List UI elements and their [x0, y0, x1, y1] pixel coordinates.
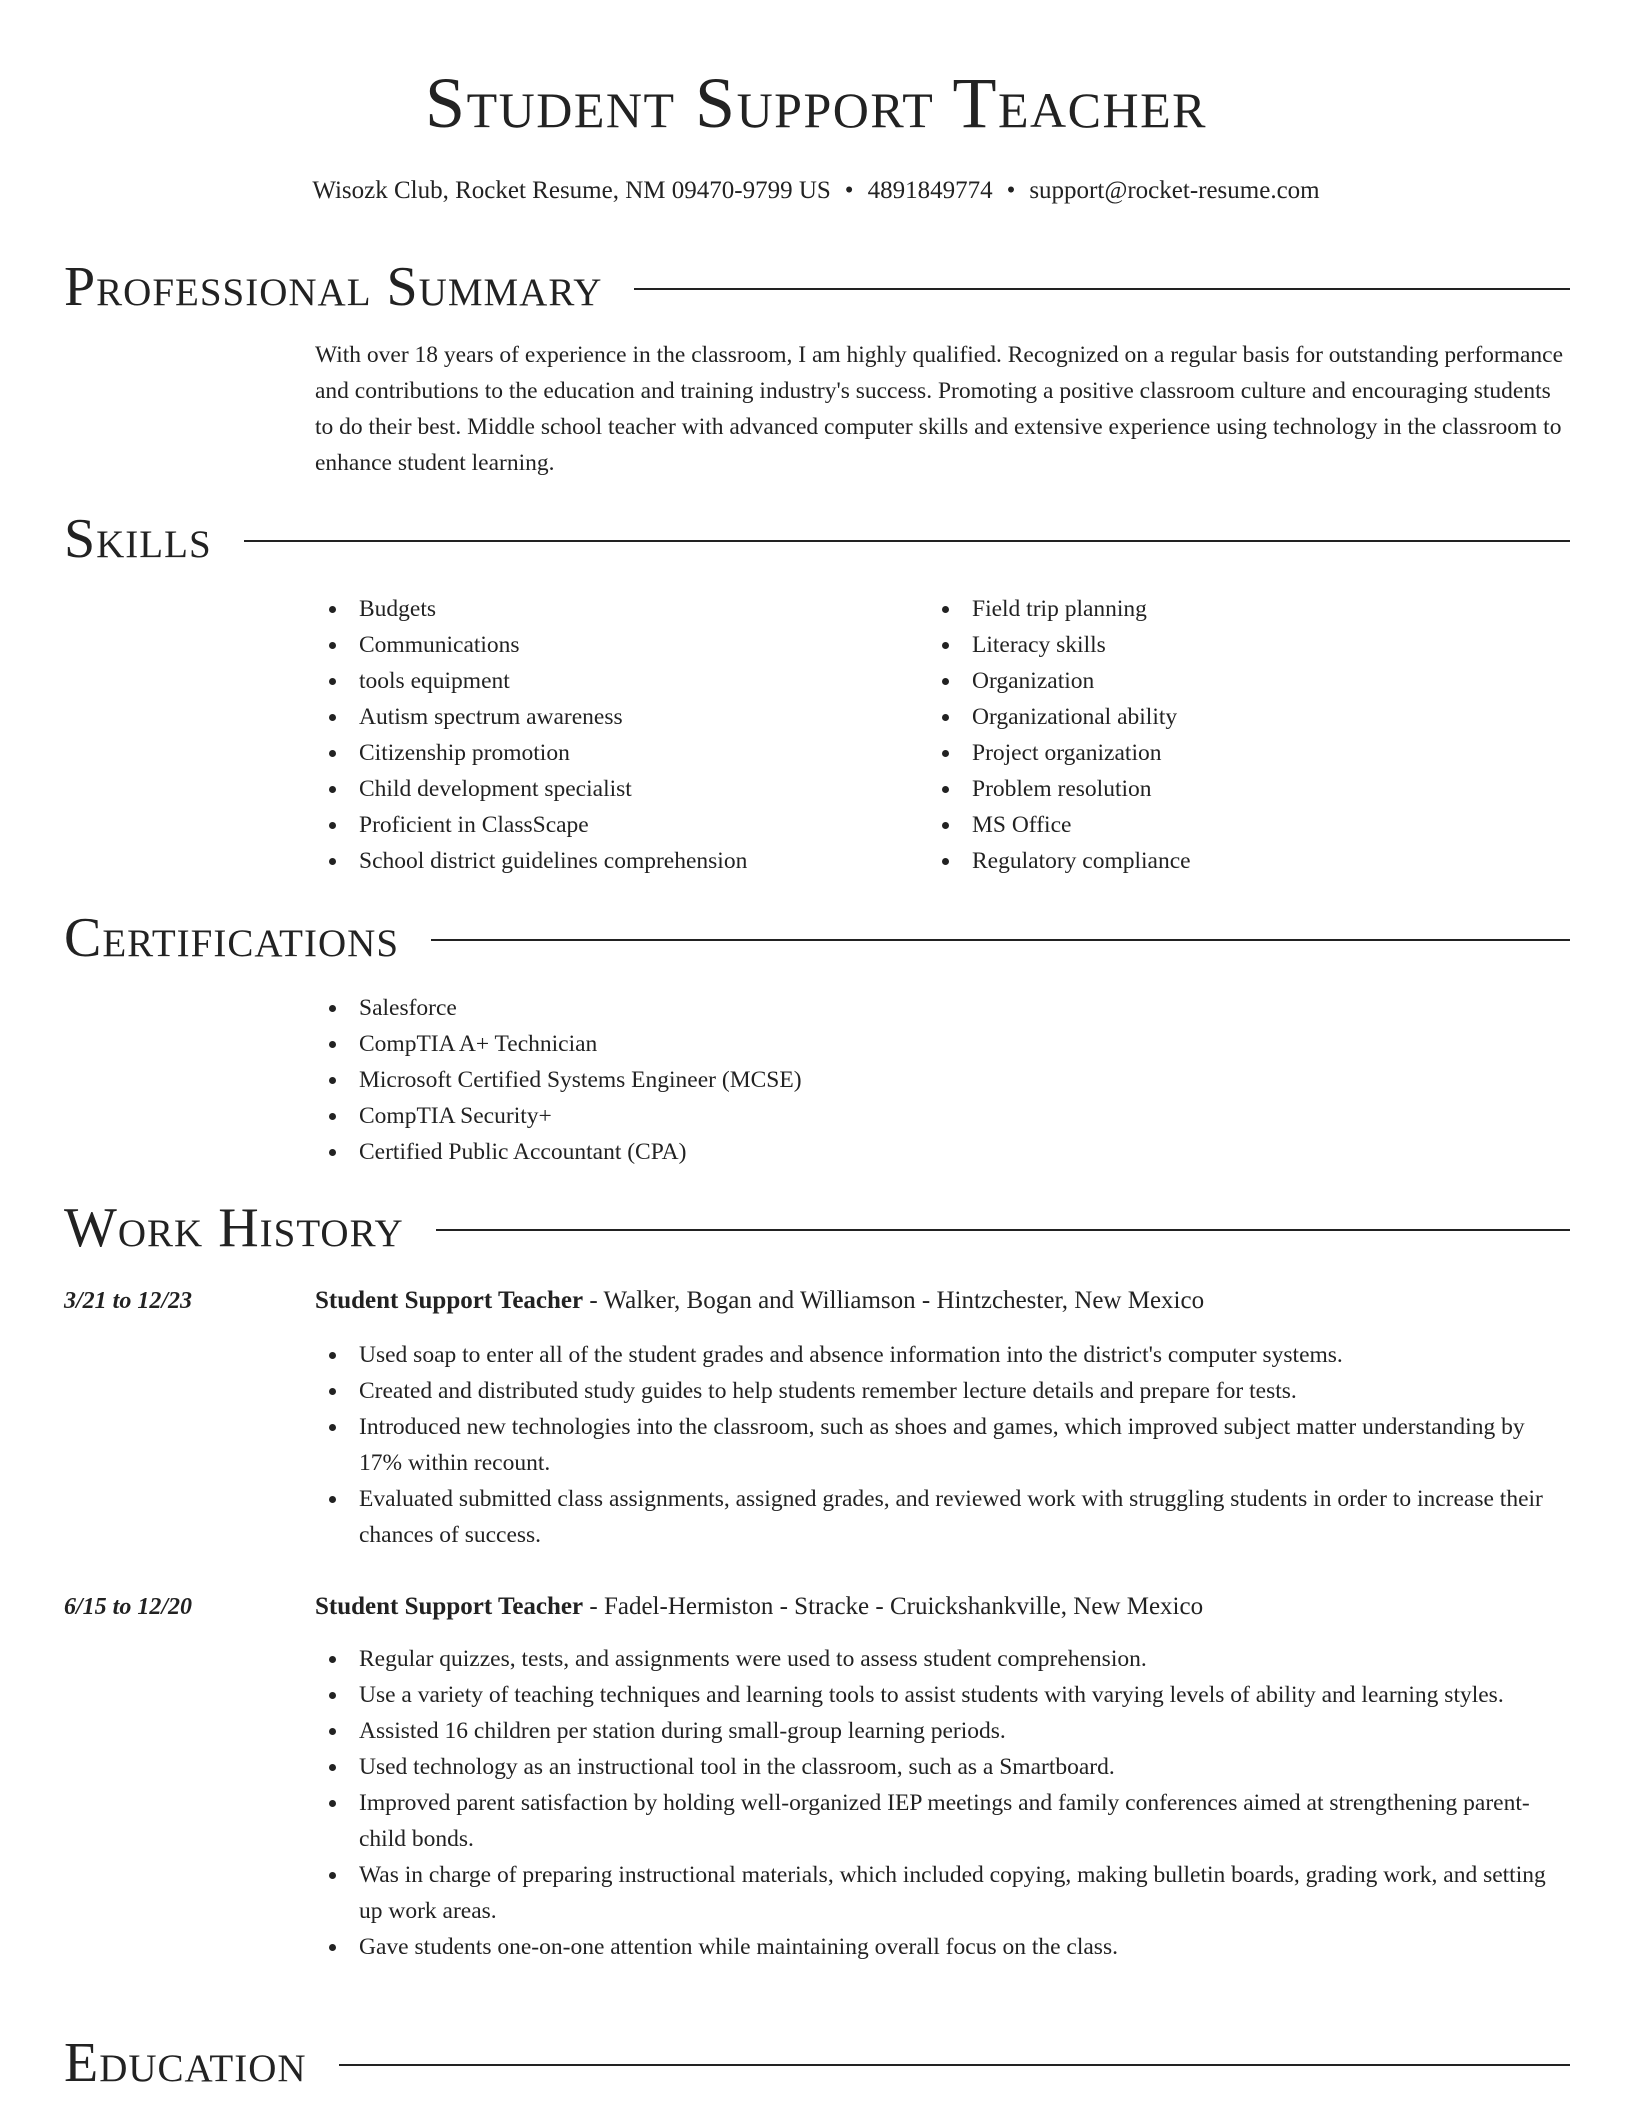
skill-item: Organizational ability — [928, 699, 1528, 735]
job-duty-item: Improved parent satisfaction by holding well-organized IEP meetings and family conferences aimed at strengthening parent-child bonds. — [315, 1785, 1570, 1857]
certification-item: Certified Public Accountant (CPA) — [315, 1134, 1570, 1170]
contact-line — [0, 174, 1632, 208]
skill-item: tools equipment — [315, 663, 915, 699]
skill-item: MS Office — [928, 807, 1528, 843]
summary-section-header — [64, 252, 1570, 322]
section-title-summary: Professional Summary — [64, 256, 603, 318]
section-divider — [339, 2064, 1570, 2066]
skill-item: Literacy skills — [928, 627, 1528, 663]
job-duties-list — [315, 1641, 1570, 1965]
skill-item: Communications — [315, 627, 915, 663]
skills-list-left — [315, 591, 915, 879]
job-employer: - Walker, Bogan and Williamson - Hintzchester, New Mexico — [583, 1287, 1205, 1314]
skill-item: Budgets — [315, 591, 915, 627]
summary-text: With over 18 years of experience in the classroom, I am highly qualified. Recognized on a regular basis for outstanding performance and contributions to the education and training industry's success. Promoting a positive classroom culture and encouraging students to do their best. Middle school teacher with advanced computer skills and extensive experience using technology in the classroom to enhance student learning. — [315, 342, 1564, 476]
skill-item: Field trip planning — [928, 591, 1528, 627]
job-heading — [315, 1283, 1570, 1319]
certification-item: CompTIA A+ Technician — [315, 1026, 1570, 1062]
job-duty-item: Assisted 16 children per station during small-group learning periods. — [315, 1713, 1570, 1749]
contact-separator: • — [844, 177, 854, 204]
job-duty-item: Gave students one-on-one attention while maintaining overall focus on the class. — [315, 1929, 1570, 1965]
job-duty-item: Used technology as an instructional tool in the classroom, such as a Smartboard. — [315, 1749, 1570, 1785]
contact-address: Wisozk Club, Rocket Resume, NM 09470-9799 US — [312, 177, 831, 204]
section-divider — [634, 288, 1570, 290]
job-title: Student Support Teacher — [315, 1593, 584, 1620]
skill-item: School district guidelines comprehension — [315, 843, 915, 879]
section-title-certifications: Certifications — [64, 907, 400, 969]
skills-column-left — [315, 591, 915, 879]
skills-list-right — [928, 591, 1528, 879]
job-duty-item: Evaluated submitted class assignments, assigned grades, and reviewed work with struggling students in order to increase their chances of success. — [315, 1481, 1570, 1553]
job-duty-item: Used soap to enter all of the student grades and absence information into the district's computer systems. — [315, 1337, 1570, 1373]
section-title-skills: Skills — [64, 508, 212, 570]
skill-item: Problem resolution — [928, 771, 1528, 807]
education-section-header — [64, 2028, 1570, 2098]
job-duty-item: Regular quizzes, tests, and assignments were used to assess student comprehension. — [315, 1641, 1570, 1677]
skill-item: Citizenship promotion — [315, 735, 915, 771]
contact-email: support@rocket-resume.com — [1029, 177, 1320, 204]
job-heading — [315, 1589, 1570, 1625]
job-duty-item: Created and distributed study guides to help students remember lecture details and prepare for tests. — [315, 1373, 1570, 1409]
skills-column-right — [928, 591, 1528, 879]
job-employer: - Fadel-Hermiston - Stracke - Cruickshankville, New Mexico — [583, 1593, 1204, 1620]
job-duty-item: Was in charge of preparing instructional materials, which included copying, making bulletin boards, grading work, and setting up work areas. — [315, 1857, 1570, 1929]
job-dates: 3/21 to 12/23 — [64, 1288, 193, 1314]
job-title: Student Support Teacher — [315, 1287, 584, 1314]
certifications-block — [315, 990, 1570, 1170]
job-duty-item: Use a variety of teaching techniques and learning tools to assist students with varying levels of ability and learning styles. — [315, 1677, 1570, 1713]
skill-item: Organization — [928, 663, 1528, 699]
work-section-header — [64, 1193, 1570, 1263]
section-title-education: Education — [64, 2032, 307, 2094]
certifications-section-header — [64, 903, 1570, 973]
job-dates: 6/15 to 12/20 — [64, 1594, 193, 1620]
skills-section-header — [64, 504, 1570, 574]
certification-item: Salesforce — [315, 990, 1570, 1026]
resume-name: Student Support Teacher — [425, 63, 1207, 143]
skill-item: Regulatory compliance — [928, 843, 1528, 879]
contact-separator: • — [1006, 177, 1016, 204]
skill-item: Autism spectrum awareness — [315, 699, 915, 735]
certifications-list — [315, 990, 1570, 1170]
section-divider — [244, 540, 1570, 542]
job-duties-list — [315, 1337, 1570, 1553]
skill-item: Proficient in ClassScape — [315, 807, 915, 843]
certification-item: CompTIA Security+ — [315, 1098, 1570, 1134]
section-title-work-history: Work History — [64, 1197, 404, 1259]
section-divider — [436, 1229, 1570, 1231]
section-divider — [431, 939, 1570, 941]
skill-item: Project organization — [928, 735, 1528, 771]
contact-phone: 4891849774 — [867, 177, 993, 204]
certification-item: Microsoft Certified Systems Engineer (MCSE) — [315, 1062, 1570, 1098]
skill-item: Child development specialist — [315, 771, 915, 807]
job-duty-item: Introduced new technologies into the classroom, such as shoes and games, which improved subject matter understanding by 17% within recount. — [315, 1409, 1570, 1481]
